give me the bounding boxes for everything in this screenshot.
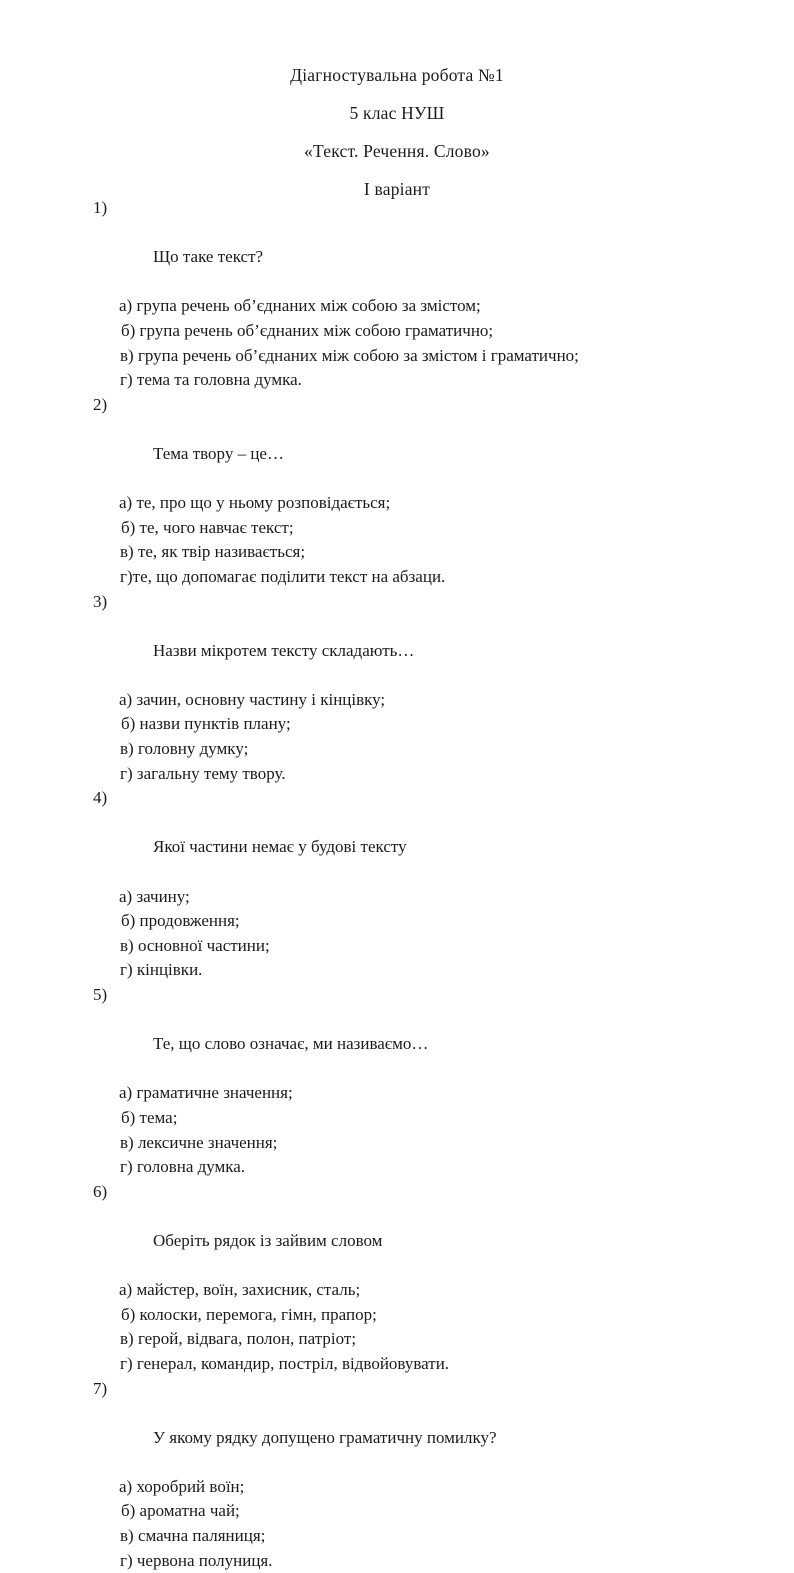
question-heading (119, 196, 794, 294)
option-list (119, 491, 794, 589)
question-text: Те, що слово означає, ми називаємо… (153, 1034, 428, 1053)
question-heading (119, 1180, 794, 1278)
question-number: 1) (93, 196, 115, 221)
question-text: Назви мікротем тексту складають… (153, 641, 414, 660)
option-a: а) група речень об’єднаних між собою за змістом; (119, 294, 794, 319)
question-number: 4) (93, 786, 115, 811)
question-heading (119, 590, 794, 688)
question-text: У якому рядку допущено граматичну помилку? (153, 1428, 497, 1447)
option-g: г) генерал, командир, постріл, відвойовувати. (119, 1352, 794, 1377)
option-list (119, 294, 794, 392)
option-b: б) продовження; (119, 909, 794, 934)
question-number: 5) (93, 983, 115, 1008)
option-a: а) зачин, основну частину і кінцівку; (119, 688, 794, 713)
option-a: а) те, про що у ньому розповідається; (119, 491, 794, 516)
question-text: Тема твору – це… (153, 444, 284, 463)
option-v: в) смачна паляниця; (119, 1524, 794, 1549)
option-g: г) загальну тему твору. (119, 762, 794, 787)
question-item (0, 393, 794, 590)
option-v: в) основної частини; (119, 934, 794, 959)
option-a: а) граматичне значення; (119, 1081, 794, 1106)
option-list (119, 1475, 794, 1573)
question-item (0, 786, 794, 983)
question-heading (119, 786, 794, 884)
question-heading (119, 393, 794, 491)
option-v: в) те, як твір називається; (119, 540, 794, 565)
option-a: а) зачину; (119, 885, 794, 910)
option-b: б) те, чого навчає текст; (119, 516, 794, 541)
option-g: г) кінцівки. (119, 958, 794, 983)
document-subtitle-variant: І варіант (0, 170, 794, 208)
option-v: в) лексичне значення; (119, 1131, 794, 1156)
question-text: Що таке текст? (153, 247, 263, 266)
option-list (119, 885, 794, 983)
option-list (119, 1278, 794, 1376)
question-item (0, 590, 794, 787)
document-title: Діагностувальна робота №1 (0, 56, 794, 94)
option-g: г) головна думка. (119, 1155, 794, 1180)
option-list (119, 688, 794, 786)
document-subtitle-topic: «Текст. Речення. Слово» (0, 132, 794, 170)
question-heading (119, 1377, 794, 1475)
option-v: в) головну думку; (119, 737, 794, 762)
question-number: 7) (93, 1377, 115, 1402)
option-a: а) майстер, воїн, захисник, сталь; (119, 1278, 794, 1303)
question-item (0, 1377, 794, 1573)
question-number: 3) (93, 590, 115, 615)
option-v: в) герой, відвага, полон, патріот; (119, 1327, 794, 1352)
option-list (119, 1081, 794, 1179)
question-number: 2) (93, 393, 115, 418)
option-b: б) назви пунктів плану; (119, 712, 794, 737)
option-b: б) група речень об’єднаних між собою граматично; (119, 319, 794, 344)
question-list (0, 196, 794, 1573)
question-text: Якої частини немає у будові тексту (153, 837, 407, 856)
option-g: г) тема та головна думка. (119, 368, 794, 393)
option-g: г)те, що допомагає поділити текст на абзаци. (119, 565, 794, 590)
option-b: б) колоски, перемога, гімн, прапор; (119, 1303, 794, 1328)
document-heading-block (0, 56, 794, 208)
question-heading (119, 983, 794, 1081)
option-v: в) група речень об’єднаних між собою за змістом і граматично; (119, 344, 794, 369)
question-item (0, 1180, 794, 1377)
question-item (0, 196, 794, 393)
option-b: б) ароматна чай; (119, 1499, 794, 1524)
option-b: б) тема; (119, 1106, 794, 1131)
question-text: Оберіть рядок із зайвим словом (153, 1231, 382, 1250)
option-a: а) хоробрий воїн; (119, 1475, 794, 1500)
document-subtitle-grade: 5 клас НУШ (0, 94, 794, 132)
question-item (0, 983, 794, 1180)
option-g: г) червона полуниця. (119, 1549, 794, 1573)
question-number: 6) (93, 1180, 115, 1205)
